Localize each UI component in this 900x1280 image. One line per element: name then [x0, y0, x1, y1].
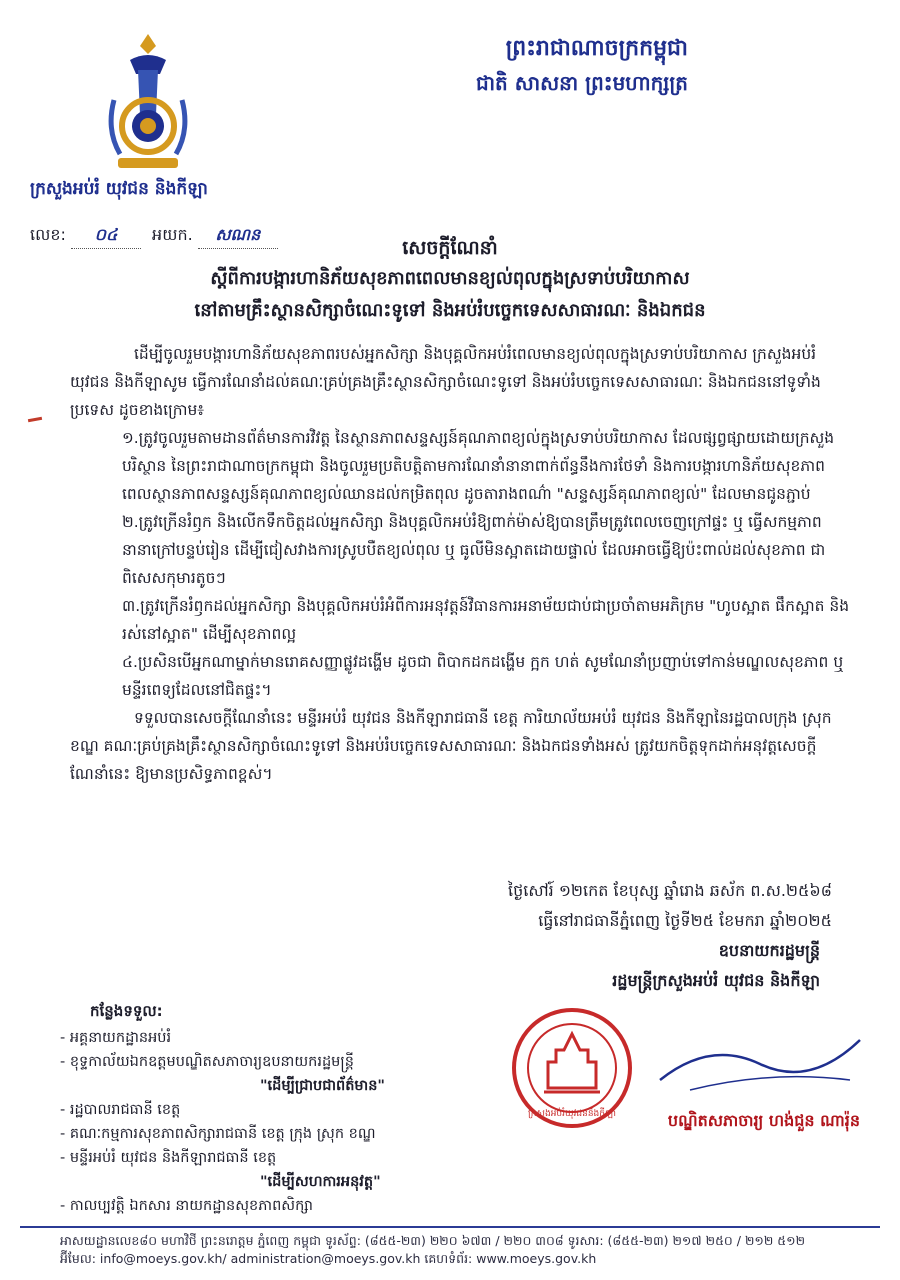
recipient-note: "ដើម្បីជ្រាបជាព័ត៌មាន" [260, 1078, 385, 1094]
solar-date: ធ្វើនៅរាជធានីភ្នំពេញ ថ្ងៃទី២៥ ខែមករា ឆ្នាំ២០២៥ [538, 911, 832, 930]
recipients-title: កន្លែងទទួល: [90, 1002, 163, 1020]
recipient-item: - កាលប្បវត្តិ ឯកសារ នាយកដ្ឋានសុខភាពសិក្សា [60, 1198, 313, 1214]
signer-name: បណ្ឌិតសភាចារ្យ ហង់ជួន ណារ៉ុន [667, 1111, 860, 1130]
signature-stroke-icon [650, 1020, 870, 1100]
national-motto: ជាតិ សាសនា ព្រះមហាក្សត្រ [476, 71, 688, 95]
lunar-date: ថ្ងៃសៅរ៍ ១២កេត ខែបុស្ស ឆ្នាំរោង ឆស័ក ព.ស.២៥៦៨ [508, 881, 832, 900]
list-item-3: ៣.ត្រូវក្រើនរំឭកដល់អ្នកសិក្សា និងបុគ្គលិកអប់រំអំពីការអនុវត្តន៍វិធានការអនាម័យជាប់ជាប្រចាំតាមអភិក្រម "ហូបស្អាត ផឹកស្អាត និងរស់នៅស្អាត" ដើម្បីសុខភាពល្អ [122, 597, 850, 643]
list-item-2: ២.ត្រូវក្រើនរំឭក និងលើកទឹកចិត្តដល់អ្នកសិក្សា និងបុគ្គលិកអប់រំឱ្យពាក់ម៉ាស់ឱ្យបានត្រឹមត្រូវពេលចេញក្រៅផ្ទះ ឬ ធ្វើសកម្មភាពនានាក្រៅបន្ទប់រៀន ដើម្បីជៀសវាងការស្រូបបឺតខ្យល់ពុល ឬ ធូលីមិនស្អាតដោយផ្ទាល់ ដែលអាចធ្វើឱ្យប៉ះពាល់ដល់សុខភាព ជាពិសេសកុមារតូចៗ [122, 513, 826, 587]
recipient-item: - អគ្គនាយកដ្ឋានអប់រំ [60, 1030, 172, 1046]
list-item-4: ៤.ប្រសិនបើអ្នកណាម្នាក់មានរោគសញ្ញាផ្លូវដង្ហើម ដូចជា ពិបាកដកដង្ហើម ក្អក ហត់ សូមណែនាំប្រញាប់ទៅកាន់មណ្ឌលសុខភាព ឬ មន្ទីរពេទ្យដែលនៅជិតផ្ទះ។ [122, 653, 844, 699]
intro-paragraph: ដើម្បីចូលរួមបង្ការហានិភ័យសុខភាពរបស់អ្នកសិក្សា និងបុគ្គលិកអប់រំពេលមានខ្យល់ពុលក្នុងស្រទាប់បរិយាកាស ក្រសួងអប់រំ យុវជន និងកីឡាសូម ធ្វើការណែនាំដល់គណៈគ្រប់គ្រងគ្រឹះស្ថានសិក្សាចំណេះទូទៅ និងអប់រំបច្ចេកទេសសាធារណៈ និងឯកជននៅទូទាំងប្រទេស ដូចខាងក្រោម៖ [70, 345, 821, 419]
document-subject-line2: នៅតាមគ្រឹះស្ថានសិក្សាចំណេះទូទៅ និងអប់រំបច្ចេកទេសសាធារណៈ និងឯកជន [194, 300, 706, 321]
document-type-title: សេចក្ដីណែនាំ [402, 237, 498, 259]
recipient-item: - រដ្ឋបាលរាជធានី ខេត្ត [60, 1102, 181, 1118]
document-body [70, 340, 850, 788]
ministry-emblem-icon [100, 30, 196, 172]
ref-number: ០៤ [71, 224, 141, 249]
official-seal-icon [474, 1004, 670, 1128]
margin-mark [28, 417, 42, 422]
ref-label: លេខ: [30, 225, 66, 244]
document-subject-line1: ស្ដីពីការបង្ការហានិភ័យសុខភាពពេលមានខ្យល់ពុលក្នុងស្រទាប់បរិយាកាស [210, 268, 690, 289]
recipient-item: - ខុទ្ទកាល័យឯកឧត្តមបណ្ឌិតសភាចារ្យឧបនាយករដ្ឋមន្ត្រី [60, 1054, 354, 1070]
footer-divider [20, 1226, 880, 1228]
recipients-list [60, 1026, 480, 1218]
ministry-name: ក្រសួងអប់រំ យុវជន និងកីឡា [30, 179, 208, 199]
date-block [508, 876, 832, 936]
kingdom-title: ព្រះរាជាណាចក្រកម្ពុជា [505, 36, 688, 61]
signatory-role [612, 936, 820, 996]
footer-address: អាសយដ្ឋានលេខ៨០ មហាវិថី ព្រះនរោត្តម ភ្នំពេញ កម្ពុជា ទូរស័ព្ទ: (៨៥៥-២៣) ២២០ ៦៧៣ / ២២០ ៣០៨ ទូរសារ: (៨៥៥-២៣) ២១៧ ២៥០ / ២១២ ៥១២ [60, 1233, 806, 1248]
closing-paragraph: ទទួលបានសេចក្ដីណែនាំនេះ មន្ទីរអប់រំ យុវជន និងកីឡារាជធានី ខេត្ត ការិយាល័យអប់រំ យុវជន និងកីឡានៃរដ្ឋបាលក្រុង ស្រុក ខណ្ឌ គណៈគ្រប់គ្រងគ្រឹះស្ថានសិក្សាចំណេះទូទៅ និងអប់រំបច្ចេកទេសសាធារណៈ និងឯកជនទាំងអស់ ត្រូវយកចិត្តទុកដាក់អនុវត្តសេចក្ដីណែនាំនេះ ឱ្យមានប្រសិទ្ធភាពខ្ពស់។ [70, 709, 832, 783]
ref-suffix-label: អយក. [152, 225, 193, 244]
recipient-note: "ដើម្បីសហការអនុវត្ត" [260, 1174, 381, 1190]
recipient-item: - គណៈកម្មការសុខភាពសិក្សារាជធានី ខេត្ត ក្រុង ស្រុក ខណ្ឌ [60, 1126, 376, 1142]
recipient-item: - មន្ទីរអប់រំ យុវជន និងកីឡារាជធានី ខេត្ត [60, 1150, 277, 1166]
footer [60, 1232, 880, 1268]
ref-code: សណន [198, 224, 278, 249]
list-item-1: ១.ត្រូវចូលរួមតាមដានព័ត៌មានការវិវត្ត នៃស្ថានភាពសន្ទស្សន៍គុណភាពខ្យល់ក្នុងស្រទាប់បរិយាកាស ដែលផ្សព្វផ្សាយដោយក្រសួងបរិស្ថាន នៃព្រះរាជាណាចក្រកម្ពុជា និងចូលរួមប្រតិបត្តិតាមការណែនាំនានាពាក់ព័ន្ធនឹងការថែទាំ និងការបង្ការហានិភ័យសុខភាពពេលស្ថានភាពសន្ទស្សន៍គុណភាពខ្យល់ឈានដល់កម្រិតពុល ដូចតារាងពណ៌ា "សន្ទស្សន៍គុណភាពខ្យល់" ដែលមានជូនភ្ជាប់ [122, 429, 835, 503]
role-deputy-pm: ឧបនាយករដ្ឋមន្ត្រី [718, 941, 820, 960]
seal-text: ក្រសួងអប់រំយុវជននិងកីឡា [528, 1109, 616, 1119]
role-minister: រដ្ឋមន្ត្រីក្រសួងអប់រំ យុវជន និងកីឡា [612, 971, 820, 990]
footer-contact: អ៊ីមែល: info@moeys.gov.kh/ administration@moeys.gov.kh គេហទំព័រ: www.moeys.gov.kh [60, 1251, 597, 1266]
